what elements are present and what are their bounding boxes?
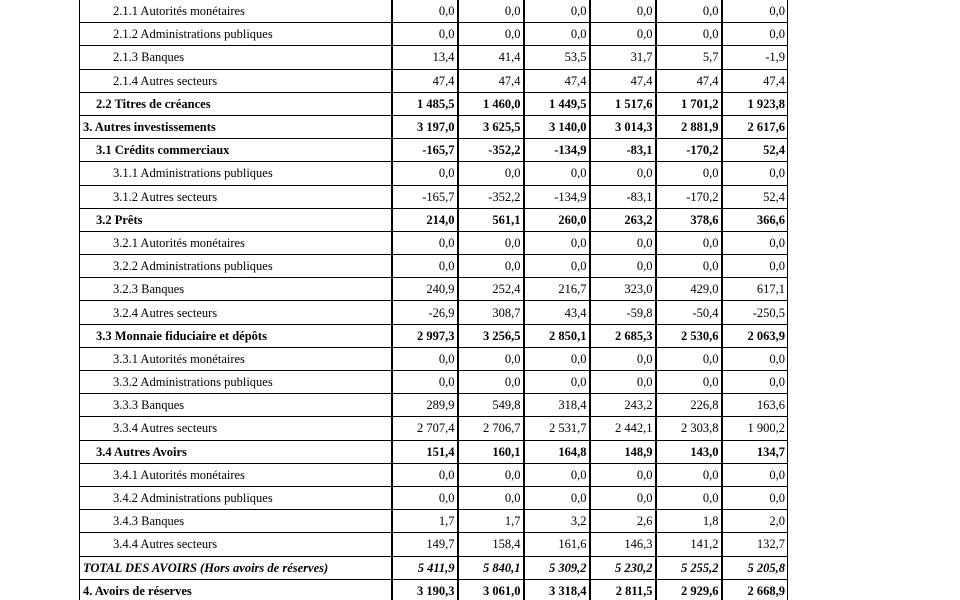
value-cell: 0,0 <box>524 0 590 23</box>
value-cell: 5 255,2 <box>656 556 722 579</box>
table-row <box>80 208 788 231</box>
value-cell: 160,1 <box>458 440 524 463</box>
value-cell: 366,6 <box>722 208 788 231</box>
value-cell: 134,7 <box>722 440 788 463</box>
value-cell: 0,0 <box>590 486 656 509</box>
table-body <box>80 0 788 600</box>
table-row <box>80 278 788 301</box>
value-cell: -250,5 <box>722 301 788 324</box>
table-row <box>80 324 788 347</box>
row-label: 2.1.3 Banques <box>80 46 392 69</box>
value-cell: 3,2 <box>524 510 590 533</box>
value-cell: -170,2 <box>656 185 722 208</box>
value-cell: 0,0 <box>656 486 722 509</box>
value-cell: 53,5 <box>524 46 590 69</box>
row-label: 3.1 Crédits commerciaux <box>80 139 392 162</box>
value-cell: -1,9 <box>722 46 788 69</box>
value-cell: 243,2 <box>590 394 656 417</box>
value-cell: 1 460,0 <box>458 92 524 115</box>
value-cell: 5 205,8 <box>722 556 788 579</box>
table-row <box>80 533 788 556</box>
value-cell: 2 706,7 <box>458 417 524 440</box>
value-cell: -165,7 <box>392 185 458 208</box>
value-cell: 226,8 <box>656 394 722 417</box>
value-cell: 0,0 <box>392 0 458 23</box>
value-cell: 549,8 <box>458 394 524 417</box>
value-cell: 1 449,5 <box>524 92 590 115</box>
row-label: 3. Autres investissements <box>80 115 392 138</box>
value-cell: 0,0 <box>524 162 590 185</box>
value-cell: 151,4 <box>392 440 458 463</box>
value-cell: 0,0 <box>392 486 458 509</box>
value-cell: 141,2 <box>656 533 722 556</box>
row-label: 3.3.3 Banques <box>80 394 392 417</box>
value-cell: 2,6 <box>590 510 656 533</box>
row-label: 3.4.3 Banques <box>80 510 392 533</box>
value-cell: 2 929,6 <box>656 579 722 600</box>
value-cell: 216,7 <box>524 278 590 301</box>
value-cell: 0,0 <box>722 347 788 370</box>
value-cell: 3 190,3 <box>392 579 458 600</box>
row-label: 3.2.1 Autorités monétaires <box>80 231 392 254</box>
value-cell: -170,2 <box>656 139 722 162</box>
value-cell: 0,0 <box>524 371 590 394</box>
value-cell: 5 411,9 <box>392 556 458 579</box>
value-cell: 1 485,5 <box>392 92 458 115</box>
value-cell: 149,7 <box>392 533 458 556</box>
value-cell: 0,0 <box>590 231 656 254</box>
value-cell: 2 997,3 <box>392 324 458 347</box>
value-cell: 0,0 <box>590 23 656 46</box>
value-cell: 260,0 <box>524 208 590 231</box>
value-cell: 2,0 <box>722 510 788 533</box>
value-cell: 3 014,3 <box>590 115 656 138</box>
row-label: 3.4.2 Administrations publiques <box>80 486 392 509</box>
value-cell: 0,0 <box>392 255 458 278</box>
value-cell: 5,7 <box>656 46 722 69</box>
row-label: 3.3.2 Administrations publiques <box>80 371 392 394</box>
value-cell: 0,0 <box>458 463 524 486</box>
value-cell: 3 140,0 <box>524 115 590 138</box>
value-cell: 3 625,5 <box>458 115 524 138</box>
financial-assets-table <box>79 0 788 600</box>
value-cell: 0,0 <box>722 231 788 254</box>
value-cell: 158,4 <box>458 533 524 556</box>
value-cell: -59,8 <box>590 301 656 324</box>
table-row <box>80 139 788 162</box>
value-cell: 0,0 <box>722 255 788 278</box>
table-row <box>80 92 788 115</box>
value-cell: 323,0 <box>590 278 656 301</box>
value-cell: 2 850,1 <box>524 324 590 347</box>
value-cell: 0,0 <box>458 371 524 394</box>
value-cell: 1 517,6 <box>590 92 656 115</box>
value-cell: 0,0 <box>722 162 788 185</box>
value-cell: 47,4 <box>458 69 524 92</box>
value-cell: 318,4 <box>524 394 590 417</box>
value-cell: 0,0 <box>524 23 590 46</box>
value-cell: 0,0 <box>722 371 788 394</box>
value-cell: 0,0 <box>590 162 656 185</box>
value-cell: 0,0 <box>458 255 524 278</box>
table-row <box>80 162 788 185</box>
row-label: 3.3.1 Autorités monétaires <box>80 347 392 370</box>
value-cell: 0,0 <box>458 23 524 46</box>
value-cell: 0,0 <box>458 0 524 23</box>
value-cell: 3 256,5 <box>458 324 524 347</box>
value-cell: 0,0 <box>656 231 722 254</box>
value-cell: 429,0 <box>656 278 722 301</box>
value-cell: 143,0 <box>656 440 722 463</box>
value-cell: 0,0 <box>392 23 458 46</box>
value-cell: 0,0 <box>392 231 458 254</box>
value-cell: 0,0 <box>590 255 656 278</box>
value-cell: 0,0 <box>656 255 722 278</box>
value-cell: 5 309,2 <box>524 556 590 579</box>
table-row <box>80 556 788 579</box>
table-row <box>80 69 788 92</box>
row-label: 2.1.1 Autorités monétaires <box>80 0 392 23</box>
value-cell: 3 318,4 <box>524 579 590 600</box>
value-cell: 1 701,2 <box>656 92 722 115</box>
row-label: 3.3 Monnaie fiduciaire et dépôts <box>80 324 392 347</box>
table-row <box>80 371 788 394</box>
value-cell: 0,0 <box>524 486 590 509</box>
value-cell: 617,1 <box>722 278 788 301</box>
value-cell: 52,4 <box>722 139 788 162</box>
value-cell: -165,7 <box>392 139 458 162</box>
row-label: 2.1.4 Autres secteurs <box>80 69 392 92</box>
value-cell: 0,0 <box>524 463 590 486</box>
value-cell: 5 840,1 <box>458 556 524 579</box>
value-cell: 0,0 <box>656 371 722 394</box>
table-row <box>80 417 788 440</box>
row-label: 3.2.2 Administrations publiques <box>80 255 392 278</box>
value-cell: -83,1 <box>590 185 656 208</box>
row-label: 2.1.2 Administrations publiques <box>80 23 392 46</box>
value-cell: 148,9 <box>590 440 656 463</box>
value-cell: 289,9 <box>392 394 458 417</box>
value-cell: -352,2 <box>458 185 524 208</box>
value-cell: 0,0 <box>458 231 524 254</box>
row-label: 4. Avoirs de réserves <box>80 579 392 600</box>
value-cell: 2 668,9 <box>722 579 788 600</box>
row-label: 3.2.3 Banques <box>80 278 392 301</box>
row-label: 3.1.2 Autres secteurs <box>80 185 392 208</box>
row-label: 3.4 Autres Avoirs <box>80 440 392 463</box>
value-cell: 163,6 <box>722 394 788 417</box>
value-cell: 0,0 <box>458 486 524 509</box>
value-cell: 0,0 <box>722 486 788 509</box>
value-cell: 0,0 <box>722 0 788 23</box>
table-row <box>80 23 788 46</box>
value-cell: 2 811,5 <box>590 579 656 600</box>
table-row <box>80 347 788 370</box>
value-cell: 0,0 <box>590 0 656 23</box>
value-cell: -134,9 <box>524 139 590 162</box>
value-cell: 3 197,0 <box>392 115 458 138</box>
value-cell: 43,4 <box>524 301 590 324</box>
value-cell: 2 881,9 <box>656 115 722 138</box>
value-cell: 0,0 <box>458 347 524 370</box>
value-cell: 561,1 <box>458 208 524 231</box>
value-cell: 214,0 <box>392 208 458 231</box>
value-cell: 0,0 <box>656 23 722 46</box>
value-cell: 5 230,2 <box>590 556 656 579</box>
value-cell: 31,7 <box>590 46 656 69</box>
value-cell: 1,7 <box>458 510 524 533</box>
value-cell: -83,1 <box>590 139 656 162</box>
value-cell: -26,9 <box>392 301 458 324</box>
value-cell: 0,0 <box>524 255 590 278</box>
value-cell: 240,9 <box>392 278 458 301</box>
value-cell: 0,0 <box>590 347 656 370</box>
value-cell: 0,0 <box>656 347 722 370</box>
value-cell: 52,4 <box>722 185 788 208</box>
table-row <box>80 231 788 254</box>
value-cell: 2 707,4 <box>392 417 458 440</box>
row-label: TOTAL DES AVOIRS (Hors avoirs de réserves) <box>80 556 392 579</box>
value-cell: 47,4 <box>524 69 590 92</box>
value-cell: -50,4 <box>656 301 722 324</box>
value-cell: 2 685,3 <box>590 324 656 347</box>
value-cell: 308,7 <box>458 301 524 324</box>
value-cell: 263,2 <box>590 208 656 231</box>
row-label: 3.3.4 Autres secteurs <box>80 417 392 440</box>
value-cell: 47,4 <box>392 69 458 92</box>
table-row <box>80 185 788 208</box>
value-cell: 161,6 <box>524 533 590 556</box>
value-cell: 0,0 <box>458 162 524 185</box>
value-cell: 146,3 <box>590 533 656 556</box>
value-cell: 2 442,1 <box>590 417 656 440</box>
row-label: 2.2 Titres de créances <box>80 92 392 115</box>
table-row <box>80 301 788 324</box>
value-cell: 378,6 <box>656 208 722 231</box>
value-cell: 2 531,7 <box>524 417 590 440</box>
table-row <box>80 255 788 278</box>
table-row <box>80 115 788 138</box>
row-label: 3.4.4 Autres secteurs <box>80 533 392 556</box>
row-label: 3.2.4 Autres secteurs <box>80 301 392 324</box>
row-label: 3.2 Prêts <box>80 208 392 231</box>
value-cell: 0,0 <box>590 371 656 394</box>
table-row <box>80 440 788 463</box>
value-cell: 2 303,8 <box>656 417 722 440</box>
value-cell: 0,0 <box>722 463 788 486</box>
row-label: 3.4.1 Autorités monétaires <box>80 463 392 486</box>
value-cell: 41,4 <box>458 46 524 69</box>
value-cell: 47,4 <box>722 69 788 92</box>
value-cell: 13,4 <box>392 46 458 69</box>
value-cell: 0,0 <box>524 347 590 370</box>
table-row <box>80 579 788 600</box>
value-cell: 1,7 <box>392 510 458 533</box>
value-cell: 1,8 <box>656 510 722 533</box>
value-cell: 2 530,6 <box>656 324 722 347</box>
value-cell: 2 063,9 <box>722 324 788 347</box>
value-cell: 1 923,8 <box>722 92 788 115</box>
value-cell: 0,0 <box>392 162 458 185</box>
table-row <box>80 463 788 486</box>
value-cell: 47,4 <box>590 69 656 92</box>
value-cell: 0,0 <box>392 347 458 370</box>
value-cell: -134,9 <box>524 185 590 208</box>
row-label: 3.1.1 Administrations publiques <box>80 162 392 185</box>
value-cell: 0,0 <box>392 463 458 486</box>
value-cell: 0,0 <box>656 463 722 486</box>
table-row <box>80 0 788 23</box>
value-cell: 164,8 <box>524 440 590 463</box>
value-cell: 0,0 <box>656 0 722 23</box>
value-cell: 252,4 <box>458 278 524 301</box>
table-row <box>80 510 788 533</box>
value-cell: 0,0 <box>590 463 656 486</box>
value-cell: 0,0 <box>524 231 590 254</box>
value-cell: 47,4 <box>656 69 722 92</box>
value-cell: 3 061,0 <box>458 579 524 600</box>
table-row <box>80 486 788 509</box>
table-row <box>80 46 788 69</box>
value-cell: 0,0 <box>656 162 722 185</box>
value-cell: 0,0 <box>722 23 788 46</box>
value-cell: -352,2 <box>458 139 524 162</box>
value-cell: 1 900,2 <box>722 417 788 440</box>
table-row <box>80 394 788 417</box>
value-cell: 2 617,6 <box>722 115 788 138</box>
value-cell: 0,0 <box>392 371 458 394</box>
value-cell: 132,7 <box>722 533 788 556</box>
